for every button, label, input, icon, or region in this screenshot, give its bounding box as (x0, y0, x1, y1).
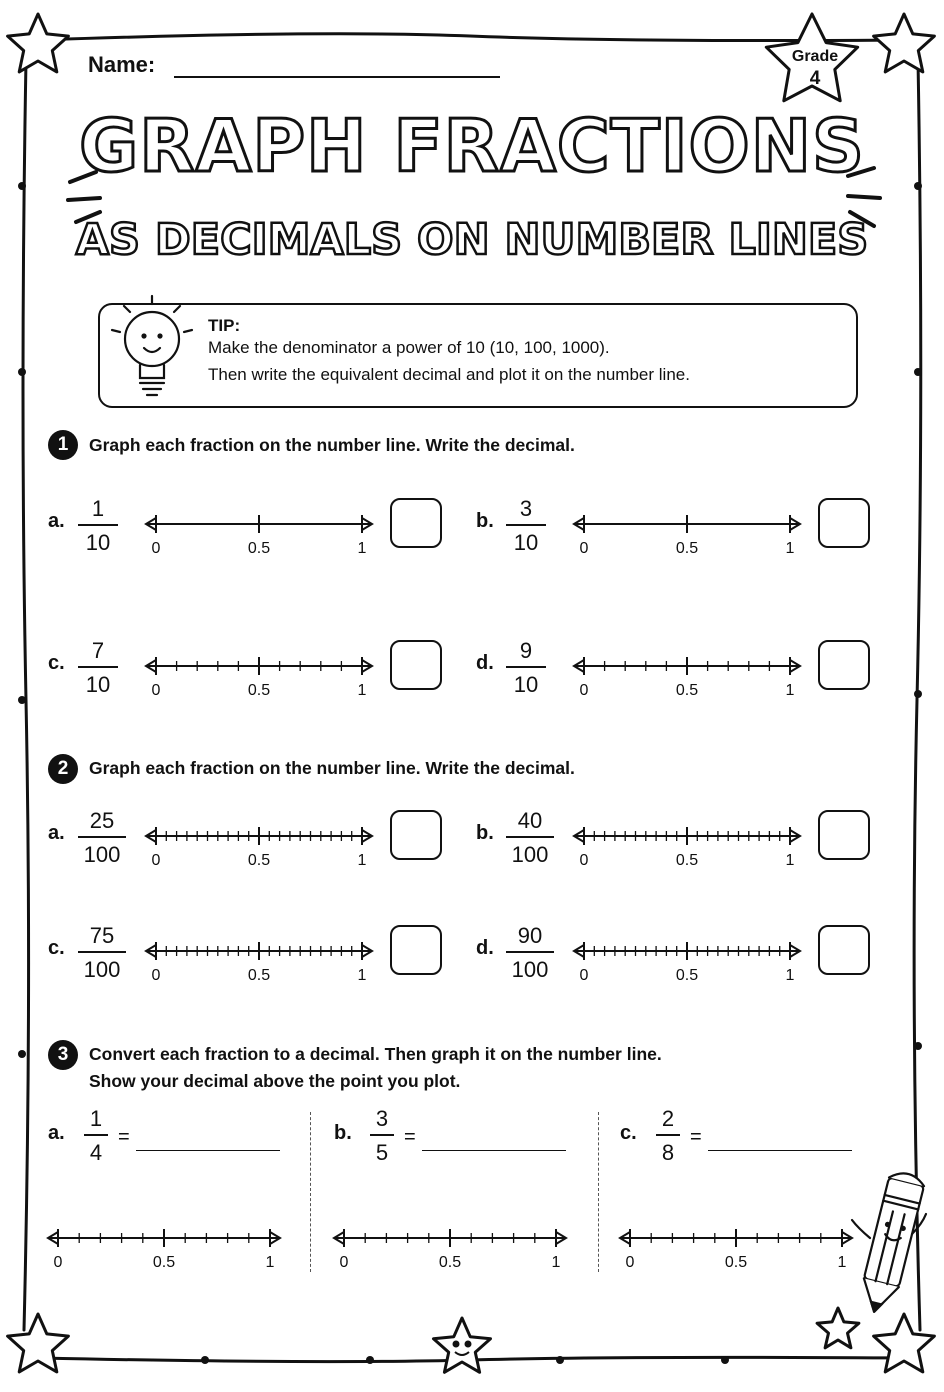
item-letter: c. (48, 937, 65, 959)
name-field[interactable] (174, 76, 500, 78)
fraction-numerator: 2 (661, 1106, 675, 1131)
number-line-label: 0 (579, 967, 589, 984)
item-letter: a. (48, 822, 65, 844)
column-divider (598, 1112, 599, 1272)
item-letter: c. (620, 1122, 637, 1144)
fraction (656, 1108, 680, 1164)
number-line-label: 0 (151, 682, 161, 699)
number-line-label: 0 (625, 1254, 635, 1271)
fraction (370, 1108, 394, 1164)
fraction-numerator: 75 (89, 923, 115, 948)
number-line[interactable] (138, 824, 380, 848)
question-number-badge: 3 (48, 1040, 78, 1070)
decimal-answer-box[interactable] (390, 640, 442, 690)
star-icon (874, 14, 935, 72)
star-icon (8, 1314, 69, 1372)
fraction-denominator: 10 (78, 666, 118, 696)
page-subtitle: AS DECIMALS ON NUMBER LINES (75, 215, 869, 265)
fraction-denominator: 10 (506, 666, 546, 696)
number-line[interactable] (138, 939, 380, 963)
number-line-label: 0.5 (247, 852, 271, 869)
number-line-label: 0.5 (152, 1254, 176, 1271)
number-line-label: 0 (579, 682, 589, 699)
number-line[interactable] (566, 939, 808, 963)
star-icon (874, 1314, 935, 1372)
item-letter: c. (48, 652, 65, 674)
item-letter: d. (476, 937, 494, 959)
number-line-label: 1 (357, 540, 367, 557)
question-number-badge: 1 (48, 430, 78, 460)
question-instruction: Graph each fraction on the number line. Write the decimal. (89, 758, 575, 778)
number-line[interactable] (40, 1226, 288, 1250)
fraction-numerator: 1 (91, 496, 105, 521)
fraction-numerator: 90 (517, 923, 543, 948)
number-line[interactable] (566, 654, 808, 678)
fraction (78, 925, 126, 981)
decimal-answer-line[interactable] (422, 1150, 566, 1151)
item-letter: b. (476, 822, 494, 844)
decimal-answer-box[interactable] (390, 925, 442, 975)
decimal-answer-line[interactable] (708, 1150, 852, 1151)
number-line-label: 1 (357, 967, 367, 984)
fraction-denominator: 8 (656, 1134, 680, 1164)
fraction-numerator: 9 (519, 638, 533, 663)
question-instruction: Graph each fraction on the number line. Write the decimal. (89, 435, 575, 455)
fraction (78, 810, 126, 866)
number-line-label: 1 (357, 852, 367, 869)
fraction-denominator: 100 (78, 951, 126, 981)
number-line-label: 0.5 (675, 540, 699, 557)
number-line-label: 0 (151, 852, 161, 869)
number-line[interactable] (612, 1226, 860, 1250)
fraction (84, 1108, 108, 1164)
number-line-label: 0 (339, 1254, 349, 1271)
number-line-label: 0 (151, 540, 161, 557)
decimal-answer-box[interactable] (390, 498, 442, 548)
number-line-label: 0.5 (247, 540, 271, 557)
decimal-answer-box[interactable] (818, 810, 870, 860)
number-line-label: 0 (579, 540, 589, 557)
question-instruction: Convert each fraction to a decimal. Then graph it on the number line. (89, 1044, 662, 1064)
fraction (506, 498, 546, 554)
number-line[interactable] (566, 512, 808, 536)
decimal-answer-box[interactable] (390, 810, 442, 860)
fraction-numerator: 40 (517, 808, 543, 833)
item-letter: d. (476, 652, 494, 674)
item-letter: b. (476, 510, 494, 532)
fraction-numerator: 3 (375, 1106, 389, 1131)
fraction (78, 640, 118, 696)
fraction-numerator: 1 (89, 1106, 103, 1131)
tip-text-line: Then write the equivalent decimal and plot it on the number line. (208, 365, 690, 384)
fraction-numerator: 25 (89, 808, 115, 833)
number-line-label: 0.5 (247, 682, 271, 699)
tip-text-line: Make the denominator a power of 10 (10, 100, 1000). (208, 338, 610, 357)
star-icon (434, 1318, 491, 1372)
fraction-denominator: 100 (506, 836, 554, 866)
question-number-badge: 2 (48, 754, 78, 784)
fraction (506, 810, 554, 866)
pencil-mascot-icon (852, 1170, 926, 1316)
number-line-label: 1 (785, 967, 795, 984)
fraction-denominator: 100 (506, 951, 554, 981)
grade-number: 4 (809, 68, 821, 89)
decimal-answer-line[interactable] (136, 1150, 280, 1151)
tip-title: TIP: (208, 316, 241, 335)
question-instruction: Show your decimal above the point you plot. (89, 1071, 461, 1091)
number-line[interactable] (138, 654, 380, 678)
fraction (506, 640, 546, 696)
number-line-label: 1 (265, 1254, 275, 1271)
star-icon (8, 14, 69, 72)
fraction-denominator: 5 (370, 1134, 394, 1164)
number-line-label: 0.5 (438, 1254, 462, 1271)
number-line-label: 1 (785, 852, 795, 869)
decimal-answer-box[interactable] (818, 640, 870, 690)
number-line-label: 1 (785, 540, 795, 557)
column-divider (310, 1112, 311, 1272)
fraction (506, 925, 554, 981)
fraction-denominator: 100 (78, 836, 126, 866)
fraction (78, 498, 118, 554)
number-line-label: 0.5 (724, 1254, 748, 1271)
number-line-label: 1 (357, 682, 367, 699)
equals-sign: = (404, 1126, 416, 1148)
equals-sign: = (118, 1126, 130, 1148)
number-line-label: 0 (53, 1254, 63, 1271)
number-line[interactable] (138, 512, 380, 536)
fraction-denominator: 10 (506, 524, 546, 554)
number-line-label: 0 (579, 852, 589, 869)
number-line-label: 0.5 (675, 967, 699, 984)
number-line-label: 0 (151, 967, 161, 984)
decimal-answer-box[interactable] (818, 925, 870, 975)
name-label: Name: (88, 52, 156, 77)
item-letter: a. (48, 1122, 65, 1144)
smiling-star-eye (454, 1342, 458, 1346)
number-line-label: 1 (837, 1254, 847, 1271)
smiling-star-eye (466, 1342, 470, 1346)
fraction-denominator: 4 (84, 1134, 108, 1164)
item-letter: b. (334, 1122, 352, 1144)
item-letter: a. (48, 510, 65, 532)
page-title: GRAPH FRACTIONS (79, 104, 865, 188)
number-line-label: 0.5 (675, 682, 699, 699)
fraction-numerator: 3 (519, 496, 533, 521)
equals-sign: = (690, 1126, 702, 1148)
decimal-answer-box[interactable] (818, 498, 870, 548)
grade-label: Grade (791, 48, 839, 65)
number-line[interactable] (566, 824, 808, 848)
number-line-label: 1 (551, 1254, 561, 1271)
star-icon (817, 1308, 859, 1348)
fraction-numerator: 7 (91, 638, 105, 663)
number-line-label: 0.5 (675, 852, 699, 869)
fraction-denominator: 10 (78, 524, 118, 554)
number-line-label: 0.5 (247, 967, 271, 984)
number-line[interactable] (326, 1226, 574, 1250)
number-line-label: 1 (785, 682, 795, 699)
